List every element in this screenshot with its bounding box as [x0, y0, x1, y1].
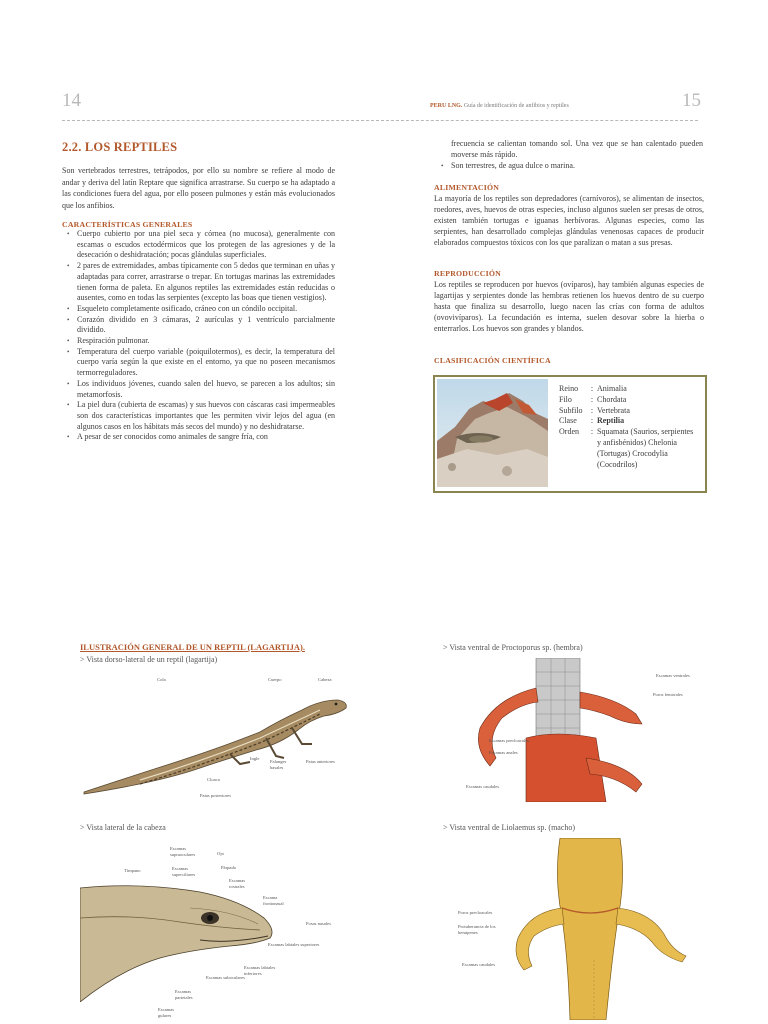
label-poros-femorales: Poros femorales: [653, 692, 683, 697]
label-labiales-superiores: Escamas labiales superiores: [268, 942, 320, 947]
section-title: 2.2. LOS REPTILES: [62, 140, 178, 154]
label-fosas-nasales: Fosas nasales: [306, 921, 331, 926]
characteristics-list: [62, 229, 335, 443]
classification-row: Reino : Animalia: [559, 384, 697, 395]
list-item: • Cuerpo cubierto por una piel seca y córnea (no mucosa), generalmente con escamas o escudos ectodérmicos que los protegen de las agresiones y de la desecación o deshidratación; pocas glándulas superficiales.: [62, 229, 335, 261]
rank-label: Reino: [559, 384, 579, 393]
page-number-right: 15: [682, 90, 701, 111]
characteristics-heading: CARACTERÍSTICAS GENERALES: [62, 220, 193, 229]
extra-list: [436, 161, 703, 172]
list-item: • Respiración pulmonar.: [62, 336, 335, 347]
label-cabeza: Cabeza: [318, 677, 332, 682]
label-escamas-caudales: Escamas caudales: [466, 784, 500, 789]
label-parpado: Párpado: [221, 865, 237, 870]
illustration-title: ILUSTRACIÓN GENERAL DE UN REPTIL (LAGARTIJA).: [80, 642, 305, 652]
list-item: • 2 pares de extremidades, ambas típicamente con 5 dedos que terminan en uñas y adaptadas para correr, arrastrarse o trepar. En tortugas marinas las extremidades tienen forma de paleta. En algunos reptiles las extremidades están reducidas o ausentes, como en todas las serpientes (excepto las boas que tienen vestigios).: [62, 261, 335, 304]
label-escamas-ventrales: Escamas ventrales: [656, 673, 690, 678]
classification-row: Filo : Chordata: [559, 395, 697, 406]
rank-label: Filo: [559, 394, 572, 404]
label-escamas-caudales-liolaemus: Escamas caudales: [462, 962, 496, 967]
view-liolaemus-caption: > Vista ventral de Liolaemus sp. (macho): [443, 823, 576, 832]
rank-label: Subfilo: [559, 405, 583, 415]
rank-value: Reptilia: [597, 416, 625, 426]
proctoporus-ventral-illustration: [466, 658, 646, 802]
label-supraoculares: Escamas supraoculares: [170, 846, 196, 857]
label-cloaca: Cloaca: [207, 777, 220, 782]
header-divider: [62, 120, 698, 121]
classification-row: Orden : Squamata (Saurios, serpientes y anfisbénidos) Chelonia (Tortugas) Crocodylia (Cocodrilos): [559, 427, 697, 470]
view-proctoporus-caption: > Vista ventral de Proctoporus sp. (hembra): [443, 643, 583, 652]
lizard-photo: [437, 379, 548, 487]
running-header-title: Guía de identificación de anfibios y reptiles: [463, 103, 569, 109]
label-labiales-inferiores: Escamas labiales inferiores: [244, 965, 276, 976]
list-item: • Esqueleto completamente osificado, cráneo con un cóndilo occipital.: [62, 304, 335, 315]
list-item: • A pesar de ser conocidos como animales de sangre fría, con: [62, 432, 335, 443]
label-cola: Cola: [157, 677, 166, 682]
classification-box: [433, 375, 707, 493]
reproduction-paragraph: Los reptiles se reproducen por huevos (ovíparos), hay también algunas especies de lagartijas y serpientes donde las hembras retienen los huevos dentro de su cuerpo hasta que finaliza su desarrollo, luego nacen las crías con forma de adultos (ovovivíparos). La fecundación es interna, suelen desovar sobre la hierba o enterrarlos. Los huevos son grandes y blandos.: [434, 280, 704, 333]
label-suboculares: Escamas suboculares: [206, 975, 245, 980]
classification-row: Clase : Reptilia: [559, 416, 697, 427]
page-number-left: 14: [62, 90, 81, 111]
continuation-paragraph: frecuencia se calientan tomando sol. Una vez que se han calentado pueden moverse más rápido.: [451, 139, 703, 159]
list-item: • La piel dura (cubierta de escamas) y sus huevos con cáscaras casi impermeables son dos características importantes que les permiten vivir lejos del agua (en algunos casos en los hábitats más secos del mundo) y no deshidratarse.: [62, 400, 335, 432]
rank-label: Clase: [559, 416, 577, 426]
label-escamas-precloacales: Escamas precloacales: [489, 738, 529, 743]
label-protuberancia: Protuberancia de los hemipenes: [458, 924, 496, 935]
label-patas-anteriores: Patas anteriores: [306, 759, 335, 764]
label-rostrales: Escamas rostrales: [229, 878, 246, 889]
label-superciliares: Escamas superciliares: [172, 866, 196, 877]
list-item: • Los individuos jóvenes, cuando salen del huevo, se parecen a los adultos; sin metamorfosis.: [62, 379, 335, 400]
rank-value: Chordata: [597, 394, 627, 404]
running-header: [430, 103, 569, 109]
list-item: • Son terrestres, de agua dulce o marina.: [436, 161, 703, 172]
view-dorsolateral-caption: > Vista dorso-lateral de un reptil (lagartija): [80, 655, 218, 664]
label-parietales: Escamas parietales: [175, 989, 193, 1000]
list-item: • Corazón dividido en 3 cámaras, 2 aurículas y 1 ventrículo parcialmente dividido.: [62, 315, 335, 336]
label-gulares: Escamas gulares: [158, 1007, 175, 1018]
lizard-dorsolateral-illustration: [80, 690, 350, 800]
label-frontonasal: Escama frontonasal: [263, 895, 284, 906]
rank-value: Squamata (Saurios, serpientes y anfisbénidos) Chelonia (Tortugas) Crocodylia (Cocodrilos): [597, 427, 694, 469]
classification-heading: CLASIFICACIÓN CIENTÍFICA: [434, 356, 551, 365]
label-escamas-anales: Escamas anales: [489, 750, 518, 755]
liolaemus-ventral-illustration: [510, 838, 690, 1020]
feeding-heading: ALIMENTACIÓN: [434, 183, 500, 192]
label-cuerpo: Cuerpo: [268, 677, 282, 682]
classification-table: [559, 384, 697, 470]
rank-label: Orden: [559, 427, 579, 437]
label-ingle: Ingle: [250, 756, 260, 761]
label-timpano: Tímpano: [124, 868, 141, 873]
list-item: • Temperatura del cuerpo variable (poiquilotermos), es decir, la temperatura del cuerpo varía según la que existe en el entorno, ya que no poseen mecanismos termorreguladores.: [62, 347, 335, 379]
intro-paragraph: Son vertebrados terrestres, tetrápodos, por ello su nombre se refiere al modo de andar y deriva del latín Reptare que significa arrastrarse. Su cuerpo se ha adaptado a las condiciones fuera del agua, por ello poseen pulmones y están más evolucionados que los anfibios.: [62, 166, 335, 210]
label-patas-posteriores: Patas posteriores: [200, 793, 232, 798]
rank-value: Vertebrata: [597, 405, 630, 415]
view-head-caption: > Vista lateral de la cabeza: [80, 823, 166, 832]
running-header-prefix: PERU LNG.: [430, 103, 463, 109]
classification-row: Subfilo : Vertebrata: [559, 406, 697, 417]
reproduction-heading: REPRODUCCIÓN: [434, 269, 501, 278]
feeding-paragraph: La mayoría de los reptiles son depredadores (carnívoros), se alimentan de insectos, roedores, aves, huevos de otras especies, incluso algunos suelen ser presas de otros, existen también tortugas e iguanas herbívoras. Algunas especies, como las serpientes, han desarrollado complejas glándulas venenosas capaces de producir elaborados compuestos tóxicos con los que paralizan o matan a sus presas.: [434, 194, 704, 247]
rank-value: Animalia: [597, 384, 627, 393]
label-poros-precloacales: Poros precloacales: [458, 910, 493, 915]
label-falanges: Falanges basales: [270, 759, 287, 770]
label-ojo: Ojo: [217, 851, 224, 856]
lizard-head-illustration: [80, 878, 276, 1002]
